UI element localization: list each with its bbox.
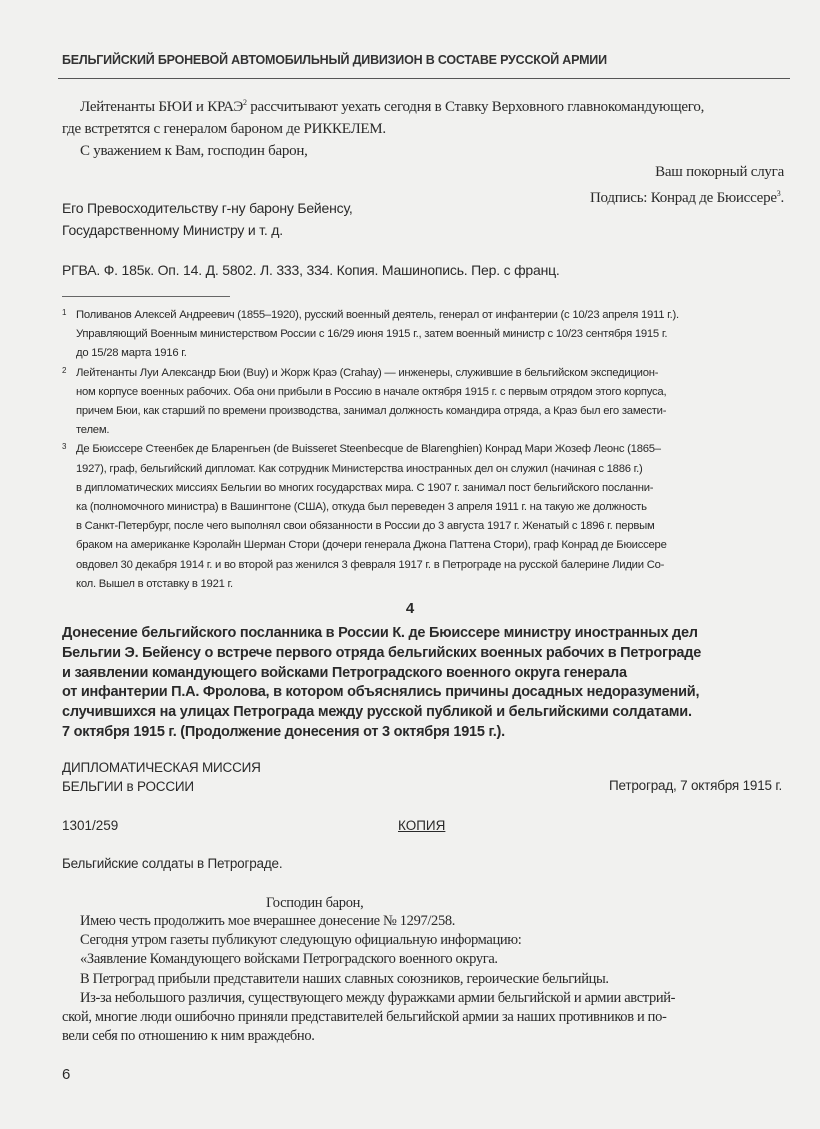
letter-line: С уважением к Вам, господин барон, bbox=[80, 143, 308, 159]
running-head: БЕЛЬГИЙСКИЙ БРОНЕВОЙ АВТОМОБИЛЬНЫЙ ДИВИЗИОН В СОСТАВЕ РУССКОЙ АРМИИ bbox=[62, 53, 607, 67]
body-line: Из-за небольшого различия, существующего между фуражками армии бельгийской и армии австрий- bbox=[80, 989, 676, 1006]
body-line: В Петроград прибыли представители наших славных союзников, героические бельгийцы. bbox=[80, 970, 609, 987]
document-title: Донесение бельгийского посланника в России К. де Бюиссере министру иностранных дел Бельгии Э. Бейенсу о встрече первого отряда бельгийских военных рабочих в Петрограде и заявлении командующего войсками Петроградского военного округа генерала от инфантерии П.А. Фролова, в котором объяснялись причины досадных недоразумений, случившихся на улицах Петрограда между русской публикой и бельгийскими солдатами. 7 октября 1915 г. (Продолжение донесения от 3 октября 1915 г.). bbox=[62, 625, 702, 740]
addressee: Его Превосходительству г-ну барону Бейенсу, Государственному Министру и т. д. bbox=[62, 200, 353, 238]
previous-letter-ending bbox=[62, 92, 792, 162]
body-line: ской, многие люди ошибочно приняли представителей бельгийской армии за наших противников и по- bbox=[62, 1009, 667, 1026]
footnotes bbox=[62, 306, 792, 594]
reference-number: 1301/259 bbox=[62, 818, 119, 833]
archive-source: РГВА. Ф. 185к. Оп. 14. Д. 5802. Л. 333, 334. Копия. Машинопись. Пер. с франц. bbox=[62, 262, 560, 278]
footnote-rule bbox=[62, 296, 230, 297]
letter-line: где встретятся с генералом бароном де РИККЕЛЕМ. bbox=[62, 121, 386, 137]
signature: Подпись: Конрад де Бюиссере$^3$. bbox=[589, 189, 784, 206]
footnote-1: 1 Поливанов Алексей Андреевич (1855–1920), русский военный деятель, генерал от инфантерии (с 10/23 апреля 1911 г.). Управляющий Военным министерством России с 16/29 июня 1915 г., затем военный министр с 10/23 сентября 1915 г. до 15/28 марта 1916 г. bbox=[62, 308, 679, 360]
body-line: Имею честь продолжить мое вчерашнее донесение № 1297/258. bbox=[80, 913, 456, 929]
salutation: Господин барон, bbox=[266, 895, 364, 911]
body-line: вели себя по отношению к ним враждебно. bbox=[62, 1028, 315, 1045]
signature-block bbox=[590, 162, 784, 209]
closing: Ваш покорный слуга bbox=[655, 164, 784, 180]
place-date: Петроград, 7 октября 1915 г. bbox=[609, 778, 782, 793]
letter-line: Лейтенанты БЮИ и КРАЭ$^2$ рассчитывают уехать сегодня в Ставку Верховного главнокомандующего, bbox=[80, 98, 705, 115]
letter-body bbox=[62, 912, 792, 1046]
header-rule bbox=[58, 78, 790, 79]
body-line: Сегодня утром газеты публикуют следующую официальную информацию: bbox=[80, 932, 522, 949]
footnote-ref[interactable]: 3 bbox=[776, 189, 781, 198]
page-number: 6 bbox=[62, 1066, 71, 1083]
document-number: 4 bbox=[405, 600, 415, 617]
subject-line: Бельгийские солдаты в Петрограде. bbox=[62, 856, 283, 871]
footnote-2: 2 Лейтенанты Луи Александр Бюи (Buy) и Жорж Краэ (Crahay) — инженеры, служившие в бельгийском экспедицион- ном корпусе военных рабочих. Оба они прибыли в Россию в начале октября 1915 г. с первым отрядом этого корпуса, причем Бюи, как старший по времени производства, занимал должность командира отряда, а Краэ был его замести- телем. bbox=[62, 365, 667, 437]
footnote-3: 3 Де Бюиссере Стеенбек де Бларенгьен (de Buisseret Steenbecque de Blarenghien) Конрад Мари Жозеф Леонс (1865– 1927), граф, бельгийский дипломат. Как сотрудник Министерства иностранных дел он служил (начиная с 1886 г.) в дипломатических миссиях Бельгии во многих государствах мира. С 1907 г. занимал пост бельгийского посланни- ка (полномочного министра) в Вашингтоне (США), откуда был переведен 3 апреля 1911 г. на такую же должность в Санкт-Петербург, после чего выполнял свои обязанности в России до 3 августа 1917 г. Женатый с 1896 г. первым браком на американке Кэролайн Шерман Стори (дочери генерала Джона Паттена Стори), граф Конрад де Бюиссере овдовел 30 декабря 1914 г. и во второй раз женился 3 февраля 1917 г. в Петрограде на русской балерине Лидии Со- кол. Вышел в отставку в 1921 г. bbox=[62, 442, 667, 590]
copy-mark: КОПИЯ bbox=[398, 818, 446, 833]
footnote-ref[interactable]: 2 bbox=[243, 98, 247, 107]
letterhead: ДИПЛОМАТИЧЕСКАЯ МИССИЯ БЕЛЬГИИ в РОССИИ bbox=[62, 760, 261, 794]
body-line: «Заявление Командующего войсками Петроградского военного округа. bbox=[80, 951, 498, 968]
